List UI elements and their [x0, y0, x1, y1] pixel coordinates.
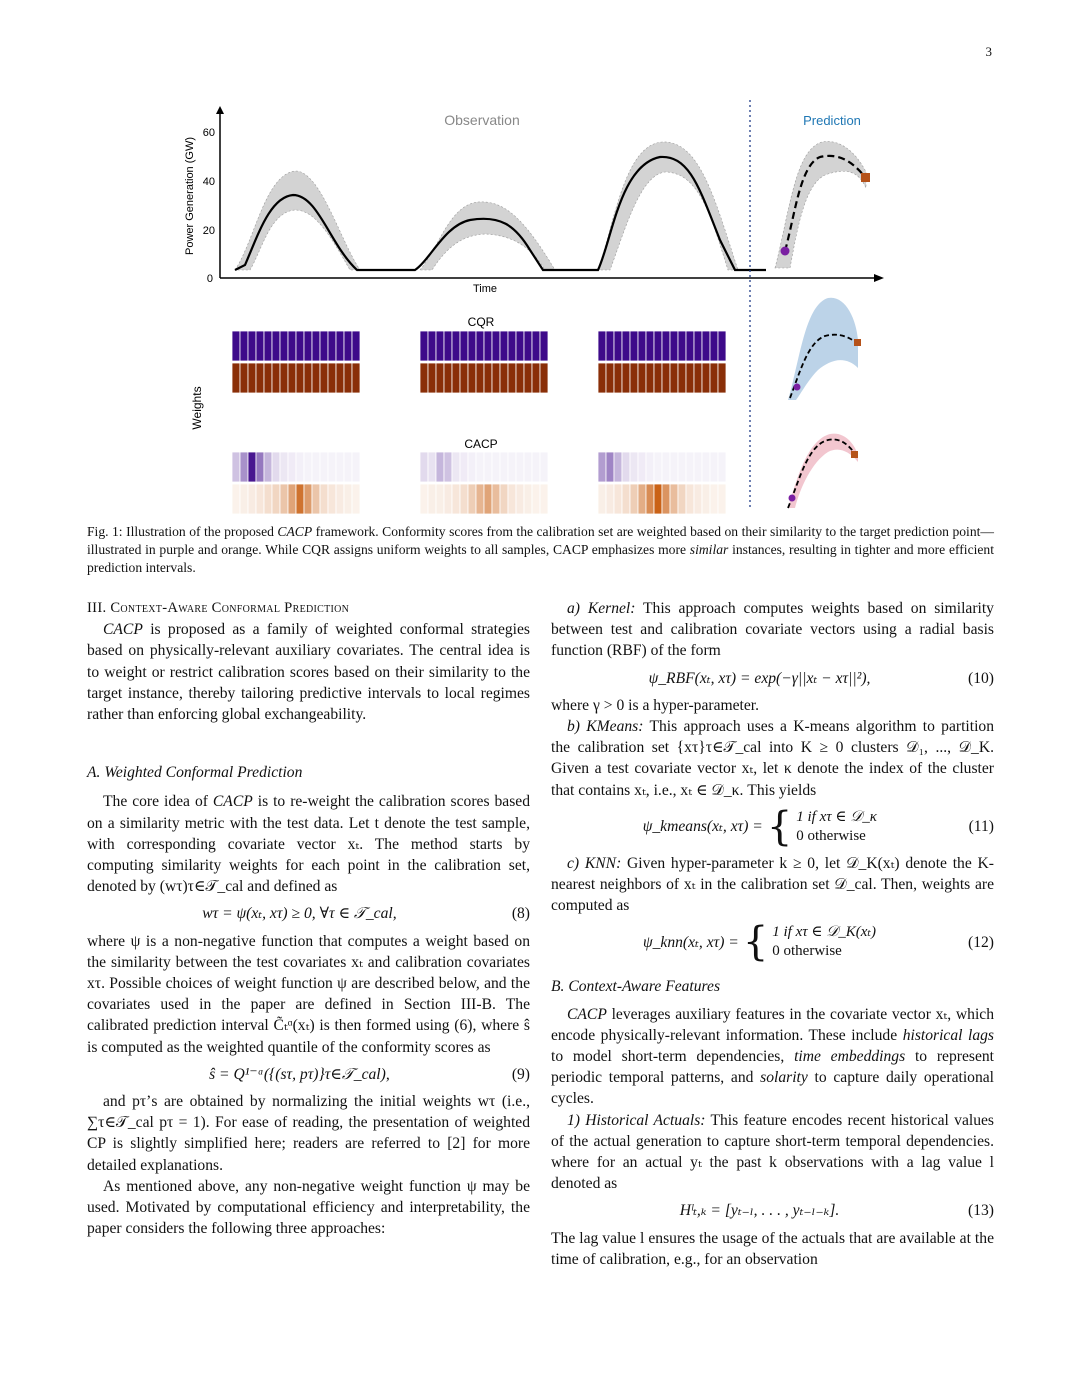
current-point-marker — [781, 247, 790, 256]
cacp-purple-weight-cell — [320, 452, 328, 482]
cqr-current-marker — [794, 384, 801, 391]
caption-text-2: framework. Conformity scores from the calibration set are weighted based on their similarity to the target prediction point—illustrated in purple and orange. While CQR assigns uniform weights to all samples, CACP emphasizes more — [87, 524, 994, 557]
cqr-orange-weight-cell — [280, 363, 288, 393]
features-solarity: solarity — [760, 1069, 808, 1087]
knn-paragraph — [551, 853, 994, 917]
cacp-orange-weight-cell — [344, 484, 352, 514]
cacp-purple-weight-cell — [484, 452, 492, 482]
y-axis-arrow — [216, 106, 224, 114]
cacp-orange-weight-cell — [336, 484, 344, 514]
cacp-purple-weight-cell — [508, 452, 516, 482]
cacp-orange-weight-cell — [654, 484, 662, 514]
equation-11-case-2: 0 otherwise — [796, 827, 866, 844]
cqr-orange-weight-cell — [328, 363, 336, 393]
cacp-purple-weight-cell — [248, 452, 256, 482]
cacp-orange-weight-cell — [232, 484, 240, 514]
cacp-orange-weight-cell — [540, 484, 548, 514]
cqr-orange-weight-cell — [304, 363, 312, 393]
cqr-purple-weight-cell — [670, 331, 678, 361]
cqr-orange-weight-cell — [670, 363, 678, 393]
cqr-purple-weight-cell — [646, 331, 654, 361]
cacp-purple-weight-cell — [710, 452, 718, 482]
cacp-purple-weight-cell — [420, 452, 428, 482]
cacp-orange-weight-cell — [500, 484, 508, 514]
x-axis-label: Time — [472, 283, 498, 295]
cqr-purple-weight-cell — [678, 331, 686, 361]
cqr-orange-weight-cell — [232, 363, 240, 393]
cacp-purple-weight-cell — [630, 452, 638, 482]
cqr-purple-weight-cell — [352, 331, 360, 361]
cqr-orange-weight-cell — [296, 363, 304, 393]
cqr-orange-weight-cell — [718, 363, 726, 393]
equation-12-lhs: ψ_knn(xₜ, xτ) = — [642, 933, 739, 951]
cqr-purple-weight-cell — [606, 331, 614, 361]
cqr-purple-weight-cell — [240, 331, 248, 361]
cacp-purple-weight-cell — [686, 452, 694, 482]
equation-13-number: (13) — [968, 1202, 994, 1220]
cqr-purple-weight-cell — [436, 331, 444, 361]
cqr-orange-weight-cell — [606, 363, 614, 393]
cacp-orange-weight-cell — [630, 484, 638, 514]
cqr-purple-weight-cell — [638, 331, 646, 361]
cqr-orange-weight-cell — [484, 363, 492, 393]
knn-label: c) KNN: — [567, 854, 622, 872]
x-axis-arrow — [874, 274, 884, 282]
equation-13 — [551, 1200, 994, 1221]
cqr-purple-weight-cell — [614, 331, 622, 361]
cacp-orange-weight-cell — [678, 484, 686, 514]
features-cacp: CACP — [567, 1005, 607, 1023]
features-paragraph — [551, 1004, 994, 1110]
cqr-orange-weight-cell — [352, 363, 360, 393]
cacp-weight-grids — [232, 452, 726, 514]
cqr-purple-weight-cell — [694, 331, 702, 361]
page-number: 3 — [985, 44, 992, 59]
equation-11-lhs: ψ_kmeans(xₜ, xτ) = — [642, 818, 763, 836]
cqr-orange-weight-cell — [436, 363, 444, 393]
cqr-orange-weight-cell — [686, 363, 694, 393]
cqr-purple-weight-cell — [280, 331, 288, 361]
equation-8-number: (8) — [511, 905, 530, 923]
cqr-orange-weight-cell — [638, 363, 646, 393]
cqr-label: CQR — [467, 315, 495, 329]
equation-10-body: ψ_RBF(xₜ, xτ) = exp(−γ||xₜ − xτ||²), — [648, 669, 871, 687]
cqr-purple-weight-cell — [516, 331, 524, 361]
cqr-orange-weight-cell — [516, 363, 524, 393]
cacp-orange-weight-cell — [694, 484, 702, 514]
cacp-purple-weight-cell — [272, 452, 280, 482]
cacp-purple-weight-cell — [694, 452, 702, 482]
cacp-orange-weight-cell — [718, 484, 726, 514]
lag-paragraph: The lag value l ensures the usage of the actuals that are available at the time of calibration, e.g., for an observation — [551, 1229, 994, 1268]
cacp-purple-weight-cell — [718, 452, 726, 482]
cacp-purple-weight-cell — [288, 452, 296, 482]
cacp-purple-weight-cell — [460, 452, 468, 482]
cacp-purple-weight-cell — [638, 452, 646, 482]
cqr-orange-weight-cell — [420, 363, 428, 393]
cacp-purple-weight-cell — [428, 452, 436, 482]
equation-9-number: (9) — [511, 1065, 530, 1083]
caption-label: Fig. 1: — [87, 524, 123, 539]
weights-label: Weights — [190, 386, 204, 430]
cacp-orange-weight-cell — [508, 484, 516, 514]
cqr-orange-weight-cell — [288, 363, 296, 393]
cacp-purple-weight-cell — [436, 452, 444, 482]
cqr-orange-weight-cell — [710, 363, 718, 393]
features-time-embeddings: time embeddings — [794, 1048, 906, 1066]
y-ticks — [203, 127, 215, 285]
cqr-orange-weight-cell — [336, 363, 344, 393]
cqr-purple-weight-cell — [312, 331, 320, 361]
cacp-purple-weight-cell — [280, 452, 288, 482]
cqr-orange-weight-cell — [476, 363, 484, 393]
cacp-orange-weight-cell — [468, 484, 476, 514]
cacp-purple-weight-cell — [654, 452, 662, 482]
cacp-orange-weight-cell — [662, 484, 670, 514]
approaches-paragraph: As mentioned above, any non-negative weight function ψ may be used. Motivated by computational efficiency and interpretability, the paper considers the following three approaches: — [87, 1177, 530, 1238]
cqr-purple-weight-cell — [468, 331, 476, 361]
cacp-orange-weight-cell — [248, 484, 256, 514]
cqr-weight-grids — [232, 331, 726, 393]
cqr-purple-weight-cell — [686, 331, 694, 361]
kernel-text: This approach computes weights based on similarity between test and calibration covariate vectors using a radial basis function (RBF) of the form — [551, 600, 994, 660]
cqr-purple-weight-cell — [288, 331, 296, 361]
cqr-purple-weight-cell — [452, 331, 460, 361]
kernel-label: a) Kernel: — [567, 600, 636, 617]
cqr-orange-weight-cell — [646, 363, 654, 393]
uncertainty-band-day-1 — [235, 171, 360, 270]
features-text-4: to capture daily operational cycles. — [551, 1069, 994, 1108]
cacp-purple-weight-cell — [670, 452, 678, 482]
cacp-orange-weight-cell — [320, 484, 328, 514]
cacp-orange-weight-cell — [646, 484, 654, 514]
figure-1 — [0, 0, 1080, 520]
cqr-orange-weight-cell — [344, 363, 352, 393]
figure-caption — [87, 523, 994, 577]
cacp-purple-weight-cell — [232, 452, 240, 482]
normalization-paragraph: and pτ’s are obtained by normalizing the initial weights wτ (i.e., ∑τ∈𝒯_cal pτ = 1). For ease of reading, the presentation of weighted CP is slightly simplified here; readers are referred to [2] for more detailed explanations. — [87, 1093, 530, 1174]
cqr-orange-weight-cell — [662, 363, 670, 393]
cacp-purple-weight-cell — [344, 452, 352, 482]
cacp-purple-weight-cell — [468, 452, 476, 482]
cqr-purple-weight-cell — [420, 331, 428, 361]
cacp-purple-weight-cell — [352, 452, 360, 482]
cacp-purple-weight-cell — [524, 452, 532, 482]
cqr-orange-weight-cell — [256, 363, 264, 393]
cacp-orange-weight-cell — [312, 484, 320, 514]
cqr-orange-weight-cell — [320, 363, 328, 393]
cacp-purple-weight-cell — [256, 452, 264, 482]
left-column — [87, 598, 530, 1239]
cqr-orange-weight-cell — [630, 363, 638, 393]
cqr-purple-weight-cell — [710, 331, 718, 361]
cacp-orange-weight-cell — [328, 484, 336, 514]
cacp-orange-weight-cell — [710, 484, 718, 514]
cqr-purple-weight-cell — [328, 331, 336, 361]
equation-12-number: (12) — [968, 933, 994, 951]
cacp-orange-weight-cell — [614, 484, 622, 514]
cqr-purple-weight-cell — [508, 331, 516, 361]
cacp-orange-weight-cell — [272, 484, 280, 514]
observation-label: Observation — [444, 112, 520, 128]
cacp-purple-weight-cell — [500, 452, 508, 482]
cqr-purple-weight-cell — [264, 331, 272, 361]
cqr-purple-weight-cell — [654, 331, 662, 361]
kmeans-label: b) KMeans: — [567, 718, 644, 736]
cacp-purple-weight-cell — [476, 452, 484, 482]
cacp-purple-weight-cell — [312, 452, 320, 482]
knn-text: Given hyper-parameter k ≥ 0, let 𝒟_K(xₜ) denote the K-nearest neighbors of xₜ in the calibration set 𝒟_cal. Then, weights are computed as — [551, 854, 994, 915]
y-tick: 0 — [206, 273, 213, 285]
cqr-purple-weight-cell — [476, 331, 484, 361]
cacp-target-marker — [851, 451, 858, 458]
cqr-purple-weight-cell — [500, 331, 508, 361]
caption-cacp: CACP — [277, 524, 313, 539]
cacp-orange-weight-cell — [516, 484, 524, 514]
cacp-label: CACP — [464, 437, 498, 451]
cacp-purple-weight-cell — [606, 452, 614, 482]
cacp-orange-weight-cell — [436, 484, 444, 514]
caption-text-1: Illustration of the proposed — [126, 524, 274, 539]
cqr-orange-weight-cell — [532, 363, 540, 393]
cacp-purple-weight-cell — [296, 452, 304, 482]
cqr-orange-weight-cell — [452, 363, 460, 393]
subsection-b-title: B. Context-Aware Features — [551, 978, 721, 996]
cacp-orange-weight-cell — [686, 484, 694, 514]
cacp-purple-weight-cell — [532, 452, 540, 482]
cqr-purple-weight-cell — [272, 331, 280, 361]
cqr-orange-weight-cell — [614, 363, 622, 393]
cqr-purple-weight-cell — [256, 331, 264, 361]
equation-11-number: (11) — [968, 818, 994, 836]
caption-similar: similar — [689, 542, 729, 557]
y-axis-label: Power Generation (GW) — [184, 137, 196, 255]
cqr-purple-weight-cell — [484, 331, 492, 361]
cqr-purple-weight-cell — [524, 331, 532, 361]
cqr-orange-weight-cell — [240, 363, 248, 393]
caption-text-3: instances, resulting in tighter and more efficient prediction intervals. — [87, 542, 994, 575]
cqr-orange-weight-cell — [444, 363, 452, 393]
weighted-cp-paragraph — [87, 791, 530, 897]
historical-actuals-text: This feature encodes recent historical values of the actual generation to capture short-term temporal dependencies. where for an actual yₜ the past k observations with a lag value l denoted as — [551, 1111, 995, 1193]
equation-12 — [551, 919, 994, 966]
cacp-orange-weight-cell — [280, 484, 288, 514]
cacp-orange-weight-cell — [622, 484, 630, 514]
cqr-orange-weight-cell — [702, 363, 710, 393]
cqr-orange-weight-cell — [694, 363, 702, 393]
equation-13-body: Hˡₜ,ₖ = [yₜ₋ₗ, . . . , yₜ₋ₗ₋ₖ]. — [679, 1202, 840, 1220]
equation-9-body: ŝ = Q¹⁻ᵅ({(sτ, pτ)}τ∈𝒯_cal), — [209, 1065, 390, 1083]
cqr-purple-weight-cell — [630, 331, 638, 361]
cacp-orange-weight-cell — [428, 484, 436, 514]
cacp-orange-weight-cell — [532, 484, 540, 514]
cacp-orange-weight-cell — [304, 484, 312, 514]
equation-8 — [87, 903, 530, 924]
cqr-orange-weight-cell — [500, 363, 508, 393]
cqr-orange-weight-cell — [312, 363, 320, 393]
p1-b: is to re-weight the calibration scores based on a similarity metric with the test data. Let t denote the test sample, with corresponding covariate vector xₜ. The method starts by computing similarity weights for each point in the calibration set, denoted by (wτ)τ∈𝒯_cal and defined as — [87, 793, 530, 896]
cacp-orange-weight-cell — [702, 484, 710, 514]
cacp-orange-weight-cell — [524, 484, 532, 514]
cqr-purple-weight-cell — [444, 331, 452, 361]
kmeans-paragraph — [551, 716, 994, 801]
features-historical-lags: historical lags — [902, 1026, 994, 1044]
cacp-purple-weight-cell — [328, 452, 336, 482]
cacp-purple-weight-cell — [702, 452, 710, 482]
cacp-orange-weight-cell — [638, 484, 646, 514]
cacp-orange-weight-cell — [296, 484, 304, 514]
cqr-target-marker — [854, 339, 861, 346]
cacp-orange-weight-cell — [420, 484, 428, 514]
intro-paragraph — [87, 619, 530, 725]
y-tick: 20 — [202, 225, 215, 237]
cacp-purple-weight-cell — [622, 452, 630, 482]
features-text-1: leverages auxiliary features in the covariate vector xₜ, which encode physically-relevant information. These include — [551, 1005, 994, 1044]
cqr-purple-weight-cell — [336, 331, 344, 361]
cqr-orange-weight-cell — [264, 363, 272, 393]
cqr-orange-weight-cell — [622, 363, 630, 393]
cqr-purple-weight-cell — [304, 331, 312, 361]
cacp-orange-weight-cell — [606, 484, 614, 514]
cqr-purple-weight-cell — [248, 331, 256, 361]
cqr-purple-weight-cell — [428, 331, 436, 361]
y-tick: 40 — [202, 176, 215, 188]
cqr-purple-weight-cell — [344, 331, 352, 361]
cacp-purple-weight-cell — [336, 452, 344, 482]
cacp-orange-weight-cell — [484, 484, 492, 514]
cqr-orange-weight-cell — [468, 363, 476, 393]
brace-icon: { — [766, 803, 793, 850]
cacp-orange-weight-cell — [460, 484, 468, 514]
cqr-orange-weight-cell — [540, 363, 548, 393]
cqr-purple-weight-cell — [492, 331, 500, 361]
right-column — [551, 598, 994, 1270]
section-title: III. Context-Aware Conformal Prediction — [87, 600, 350, 616]
equation-10-number: (10) — [968, 669, 994, 687]
cqr-orange-weight-cell — [598, 363, 606, 393]
cqr-purple-weight-cell — [718, 331, 726, 361]
equation-11-case-1: 1 if xτ ∈ 𝒟_κ — [796, 808, 877, 825]
cqr-purple-weight-cell — [540, 331, 548, 361]
equation-9 — [87, 1064, 530, 1085]
cqr-purple-weight-cell — [702, 331, 710, 361]
cqr-orange-weight-cell — [678, 363, 686, 393]
kernel-paragraph — [551, 598, 994, 662]
cqr-orange-weight-cell — [272, 363, 280, 393]
brace-icon: { — [742, 919, 769, 966]
prediction-label: Prediction — [803, 113, 861, 128]
intro-text: is proposed as a family of weighted conformal strategies based on physically-relevant auxiliary covariates. The central idea is to weight or restrict calibration scores based on their similarity to the target instance, thereby tailoring predictive intervals to local regimes rather than enforcing global exchangeability. — [87, 621, 530, 724]
cacp-orange-weight-cell — [288, 484, 296, 514]
cqr-orange-weight-cell — [492, 363, 500, 393]
cqr-orange-weight-cell — [428, 363, 436, 393]
cqr-purple-weight-cell — [320, 331, 328, 361]
equation-12-case-2: 0 otherwise — [772, 943, 842, 960]
cacp-orange-weight-cell — [444, 484, 452, 514]
weight-function-paragraph: where ψ is a non-negative function that computes a weight based on the similarity between the test covariates xₜ and calibration covariates xτ. Possible choices of weight function ψ are described below, and the covariates used in the paper are defined in Section III-B. The calibrated prediction interval C̃ₜᵅ(xₜ) is then formed using (6), where ŝ is computed as the weighted quantile of the conformity scores as — [87, 932, 530, 1056]
cacp-orange-weight-cell — [598, 484, 606, 514]
cqr-orange-weight-cell — [248, 363, 256, 393]
cacp-purple-weight-cell — [540, 452, 548, 482]
historical-actuals-paragraph — [551, 1110, 994, 1195]
cqr-orange-weight-cell — [654, 363, 662, 393]
cacp-purple-weight-cell — [516, 452, 524, 482]
cqr-purple-weight-cell — [662, 331, 670, 361]
cacp-orange-weight-cell — [670, 484, 678, 514]
uncertainty-band-day-2 — [420, 202, 555, 270]
cacp-purple-weight-cell — [444, 452, 452, 482]
cacp-orange-weight-cell — [264, 484, 272, 514]
cacp-purple-weight-cell — [240, 452, 248, 482]
cqr-purple-weight-cell — [232, 331, 240, 361]
cacp-orange-weight-cell — [476, 484, 484, 514]
cacp-orange-weight-cell — [240, 484, 248, 514]
cacp-orange-weight-cell — [256, 484, 264, 514]
cacp-purple-weight-cell — [662, 452, 670, 482]
intro-cacp: CACP — [103, 621, 143, 639]
historical-actuals-label: 1) Historical Actuals: — [567, 1111, 706, 1129]
features-text-2: to model short-term dependencies, — [551, 1048, 785, 1066]
cacp-purple-weight-cell — [452, 452, 460, 482]
cqr-orange-weight-cell — [460, 363, 468, 393]
cqr-orange-weight-cell — [508, 363, 516, 393]
cqr-purple-weight-cell — [622, 331, 630, 361]
y-tick: 60 — [202, 127, 215, 139]
equation-12-case-1: 1 if xτ ∈ 𝒟_K(xₜ) — [772, 924, 877, 941]
cqr-purple-weight-cell — [460, 331, 468, 361]
p1-a: The core idea of — [103, 793, 208, 811]
cacp-orange-weight-cell — [492, 484, 500, 514]
cacp-orange-weight-cell — [452, 484, 460, 514]
equation-11 — [551, 803, 994, 850]
cqr-orange-weight-cell — [524, 363, 532, 393]
cacp-prediction-band — [788, 434, 858, 508]
cqr-purple-weight-cell — [532, 331, 540, 361]
cacp-orange-weight-cell — [352, 484, 360, 514]
gamma-note: where γ > 0 is a hyper-parameter. — [551, 696, 760, 714]
cacp-purple-weight-cell — [646, 452, 654, 482]
subsection-a-title: A. Weighted Conformal Prediction — [87, 764, 303, 782]
kmeans-text: This approach uses a K-means algorithm to partition the calibration set {xτ}τ∈𝒯_cal into K ≥ 0 clusters 𝒟₁, ..., 𝒟_K. Given a test covariate vector xₜ, let κ denote the index of the cluster that contains xₜ, i.e., xₜ ∈ 𝒟_κ. This yields — [551, 718, 994, 799]
cqr-purple-weight-cell — [296, 331, 304, 361]
features-text-3: to represent periodic temporal patterns, and — [551, 1048, 994, 1087]
cacp-purple-weight-cell — [304, 452, 312, 482]
cacp-purple-weight-cell — [678, 452, 686, 482]
cacp-purple-weight-cell — [614, 452, 622, 482]
equation-8-body: wτ = ψ(xₜ, xτ) ≥ 0, ∀τ ∈ 𝒯_cal, — [202, 905, 397, 923]
cacp-purple-weight-cell — [492, 452, 500, 482]
cacp-purple-weight-cell — [264, 452, 272, 482]
cacp-current-marker — [789, 495, 796, 502]
cqr-purple-weight-cell — [598, 331, 606, 361]
equation-10 — [551, 668, 994, 689]
p1-cacp: CACP — [212, 793, 253, 811]
cacp-purple-weight-cell — [598, 452, 606, 482]
target-point-marker — [861, 173, 870, 182]
